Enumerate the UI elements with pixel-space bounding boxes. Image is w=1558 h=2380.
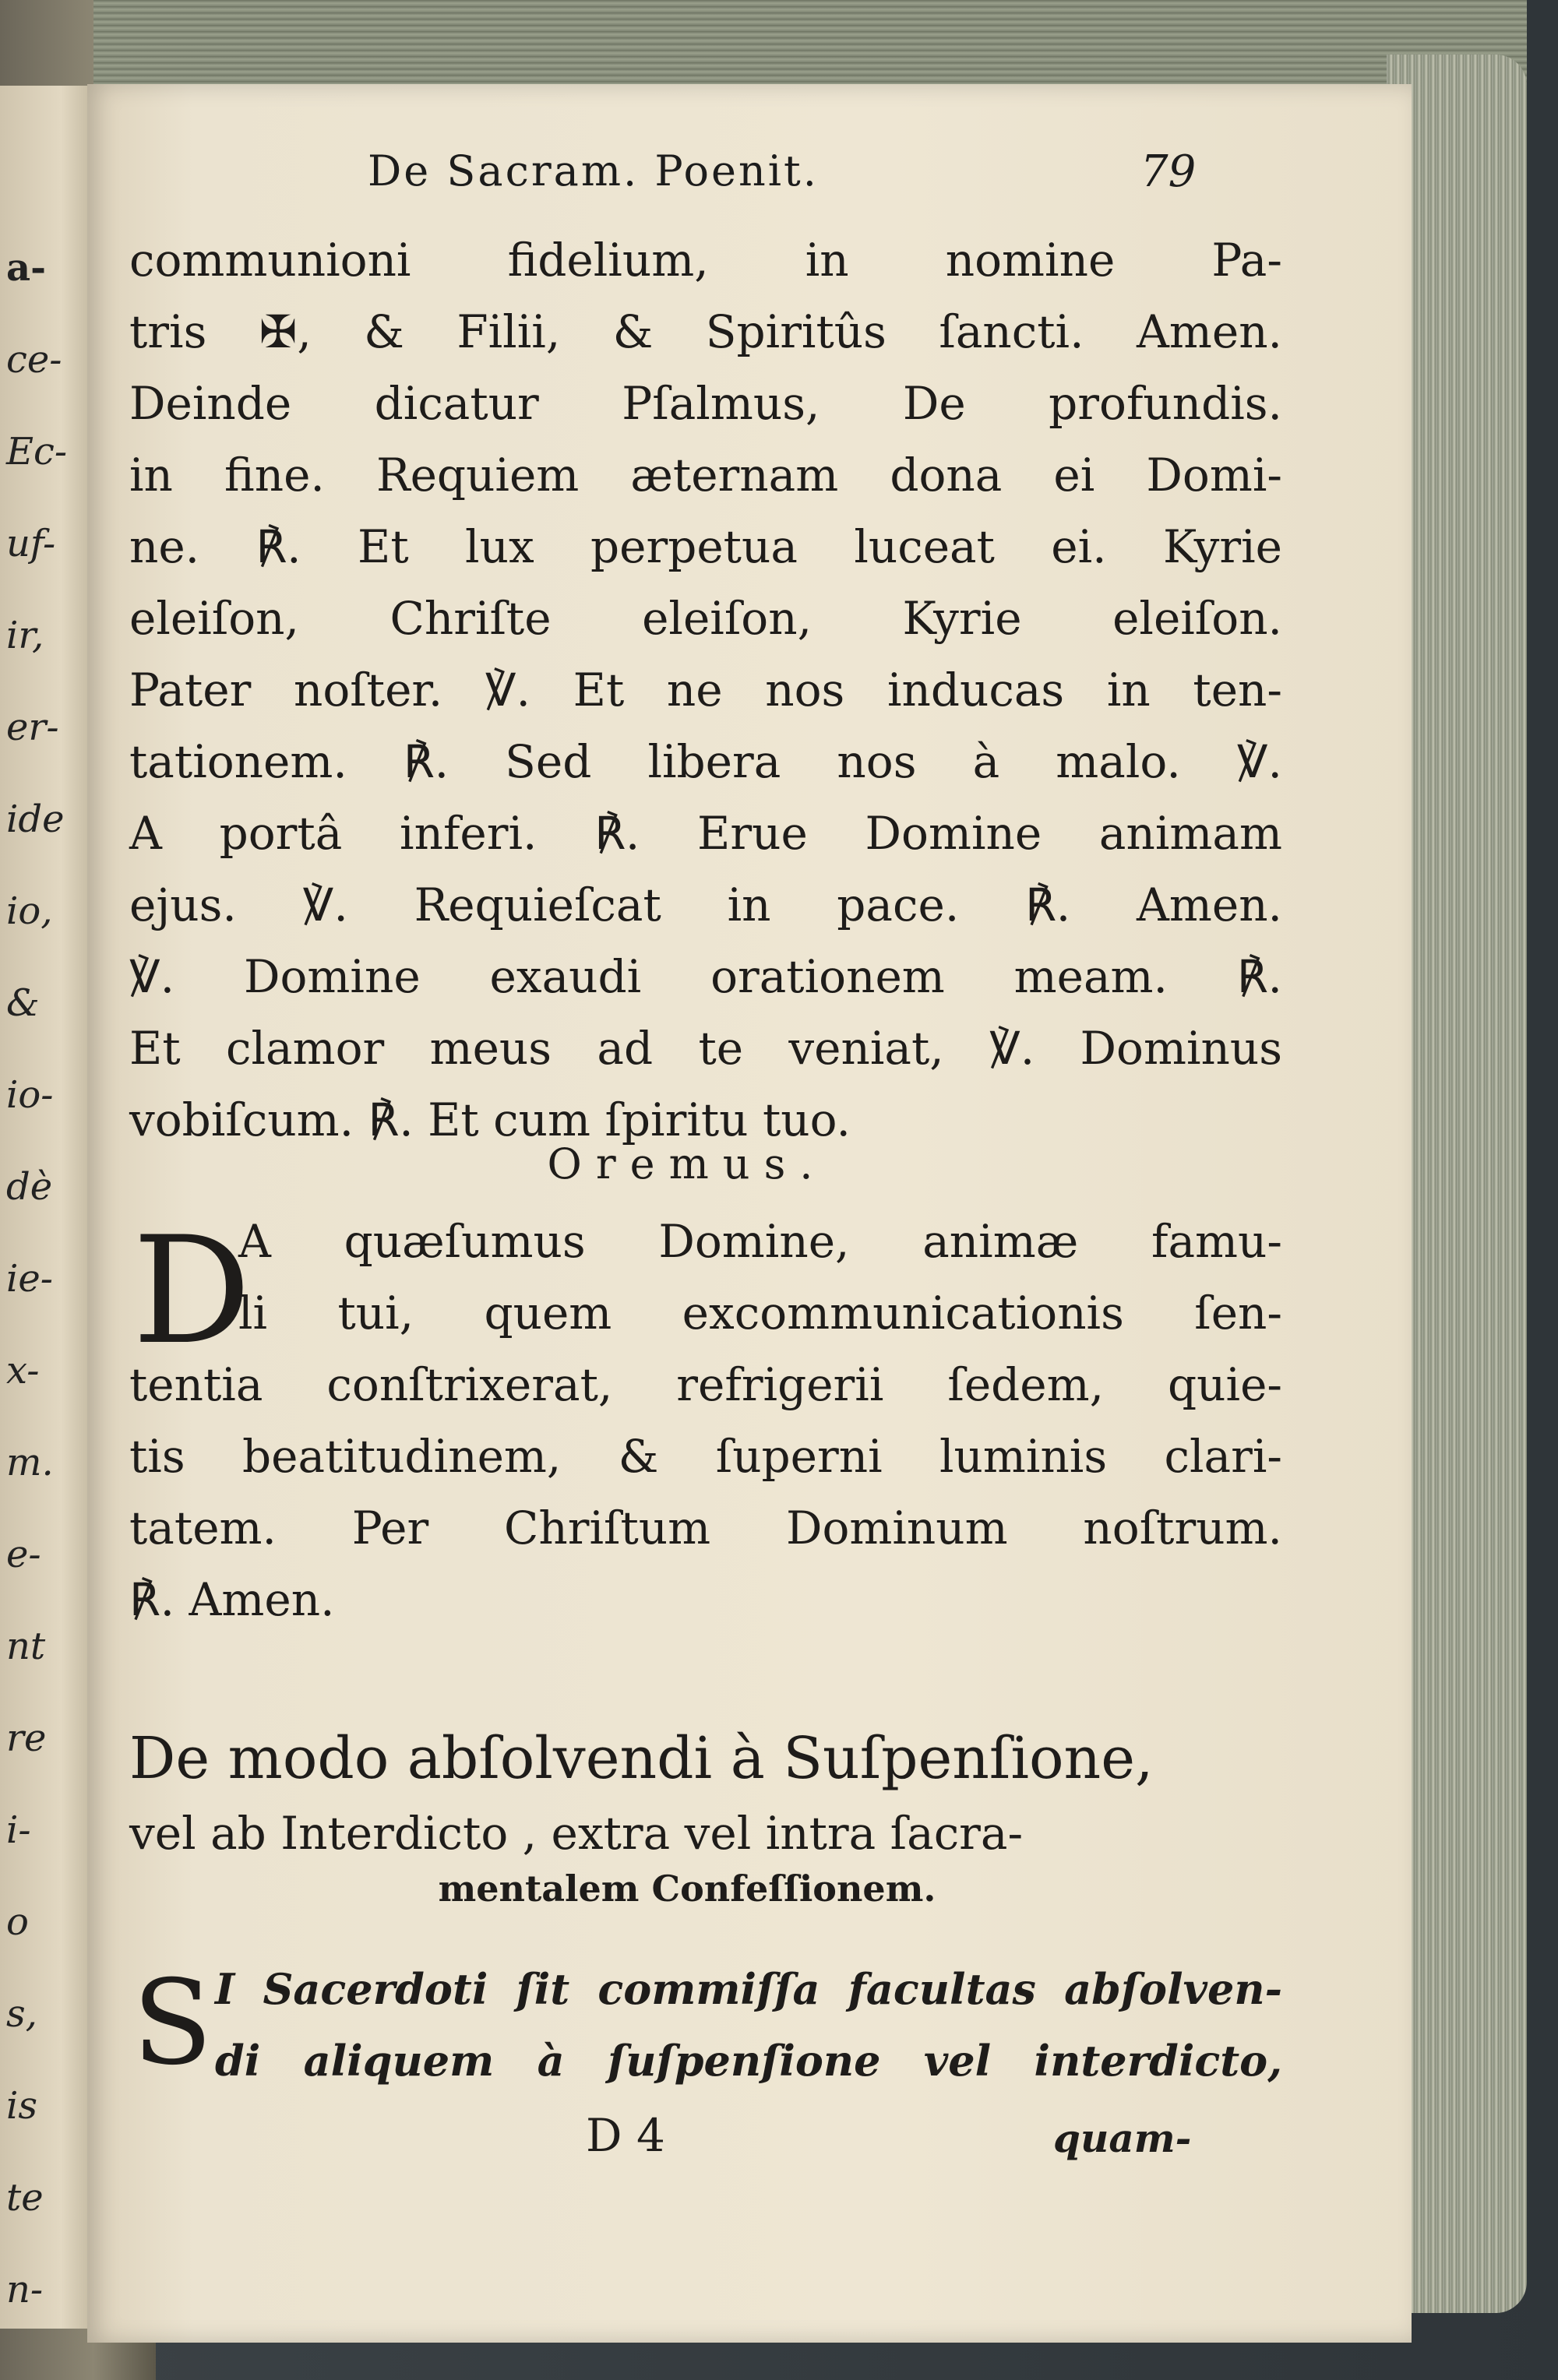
left-margin-fragment: ce- — [6, 338, 62, 382]
left-margin-fragment: a- — [6, 246, 47, 290]
section-subtitle-2: mentalem Confeſſionem. — [438, 1868, 936, 1910]
section-title: De modo abſolvendi à Suſpenſione, — [129, 1725, 1154, 1792]
body-line: Et clamor meus ad te veniat, ℣. Dominus — [129, 1022, 1282, 1075]
prayer-line: li tui, quem excommunicationis ſen- — [238, 1287, 1282, 1340]
left-margin-fragment: er- — [6, 706, 59, 749]
italic-line: I Sacerdoti ſit commiſſa facultas abſolven- — [215, 1964, 1282, 2014]
dropcap-s: S — [132, 1956, 213, 2091]
body-line: A portâ inferi. ℟. Erue Domine animam — [129, 807, 1282, 860]
left-margin-fragment: re — [6, 1716, 47, 1760]
prayer-line: A quæſumus Domine, animæ famu- — [238, 1215, 1282, 1268]
body-line: ℣. Domine exaudi orationem meam. ℟. — [129, 950, 1282, 1003]
italic-line: di aliquem à ſuſpenſione vel interdicto, — [215, 2036, 1282, 2086]
prayer-text — [129, 1206, 1282, 1635]
left-margin-fragment: Ec- — [6, 430, 68, 474]
left-margin-fragment: ide — [6, 797, 65, 841]
left-margin-fragment: o — [6, 1900, 29, 1944]
left-margin-fragment: nt — [6, 1625, 46, 1668]
body-line: vobiſcum. ℟. Et cum ſpiritu tuo. — [129, 1093, 851, 1146]
left-margin-fragment: is — [6, 2084, 37, 2128]
body-line: Pater noſter. ℣. Et ne nos inducas in ten- — [129, 664, 1282, 716]
catchword: quam- — [1053, 2115, 1192, 2161]
body-line: in fine. Requiem æternam dona ei Domi- — [129, 449, 1282, 502]
right-page — [87, 84, 1412, 2343]
oremus-heading: Oremus. — [547, 1139, 827, 1188]
section-subtitle: vel ab Interdicto , extra vel intra ſacra- — [129, 1807, 1024, 1860]
prayer-line: tatem. Per Chriſtum Dominum noſtrum. — [129, 1502, 1282, 1554]
left-margin-fragment: io, — [6, 889, 53, 933]
left-margin-fragment: te — [6, 2176, 44, 2220]
left-margin-fragment: ir, — [6, 614, 44, 657]
left-margin-fragment: x- — [6, 1349, 40, 1392]
left-margin-fragment: io- — [6, 1073, 54, 1117]
running-head: De Sacram. Poenit. — [368, 146, 819, 195]
left-margin-fragment: ie- — [6, 1257, 53, 1301]
body-text — [129, 224, 1282, 1156]
dropcap-d: D — [132, 1205, 252, 1377]
left-page-fragment — [0, 86, 90, 2329]
body-line: ne. ℟. Et lux perpetua luceat ei. Kyrie — [129, 520, 1282, 573]
left-margin-fragment: e- — [6, 1533, 41, 1576]
prayer-line: tentia conſtrixerat, refrigerii ſedem, quie- — [129, 1358, 1282, 1411]
left-margin-fragment: & — [6, 981, 40, 1025]
left-margin-fragment: i- — [6, 1808, 31, 1852]
left-margin-fragment: dè — [6, 1165, 53, 1209]
prayer-line: ℟. Amen. — [129, 1573, 335, 1626]
left-margin-fragment: s, — [6, 1992, 37, 2036]
body-line: Deinde dicatur Pſalmus, De profundis. — [129, 377, 1282, 430]
body-line: tris ✠, & Filii, & Spiritûs ſancti. Amen. — [129, 305, 1282, 358]
signature-mark: D 4 — [586, 2109, 665, 2162]
left-margin-fragment: n- — [6, 2268, 44, 2311]
italic-paragraph — [129, 1953, 1282, 2097]
page-number: 79 — [1140, 146, 1197, 197]
body-line: tationem. ℟. Sed libera nos à malo. ℣. — [129, 735, 1282, 788]
top-page-edge — [93, 0, 1527, 93]
left-margin-fragment: uf- — [6, 522, 56, 565]
left-margin-fragment: m. — [6, 1441, 54, 1484]
body-line: eleiſon, Chriſte eleiſon, Kyrie eleiſon. — [129, 592, 1282, 645]
body-line: communioni fidelium, in nomine Pa- — [129, 234, 1282, 287]
prayer-line: tis beatitudinem, & ſuperni luminis clari- — [129, 1430, 1282, 1483]
body-line: ejus. ℣. Requieſcat in pace. ℟. Amen. — [129, 878, 1282, 931]
